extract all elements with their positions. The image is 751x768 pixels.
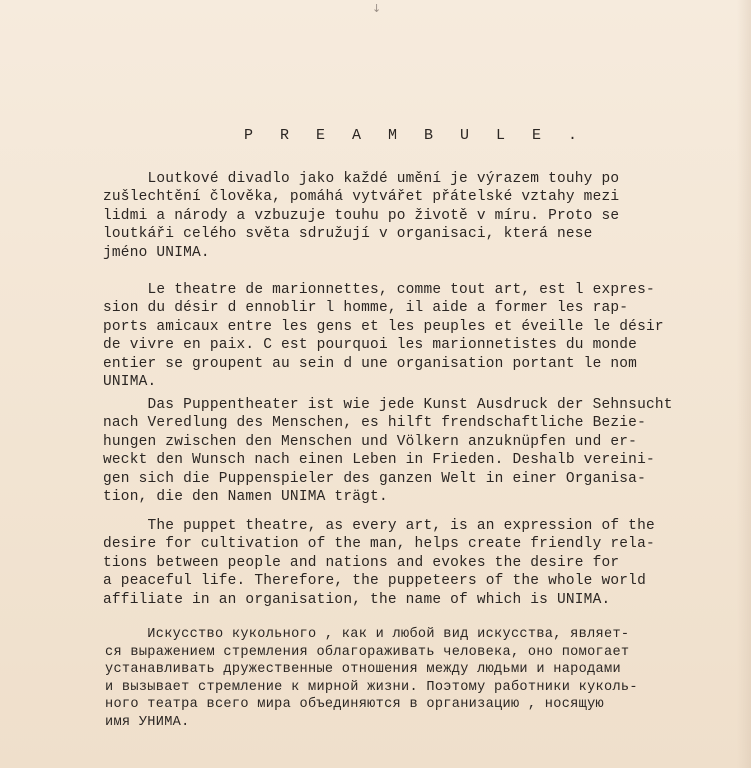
- text-line: The puppet theatre, as every art, is an expression of the: [103, 518, 655, 534]
- text-line: tions between people and nations and evokes the desire for: [103, 554, 620, 571]
- paragraph-english: [103, 517, 655, 609]
- text-line: sion du désir d ennoblir l homme, il aide a former les rap-: [103, 300, 629, 317]
- text-line: hungen zwischen den Menschen und Völkern anzuknüpfen und er-: [103, 433, 638, 450]
- text-line: Искусство кукольного , как и любой вид искусства, являет-: [105, 627, 630, 642]
- text-line: UNIMA.: [103, 373, 157, 390]
- text-line: entier se groupent au sein d une organisation portant le nom: [103, 355, 638, 372]
- text-line: и вызывает стремление к мирной жизни. Поэтому работники куколь-: [105, 679, 638, 695]
- paragraph-russian: [105, 626, 638, 732]
- page-title: P R E A M B U L E .: [244, 127, 587, 144]
- text-line: Le theatre de marionnettes, comme tout art, est l expres-: [103, 282, 655, 298]
- text-line: имя УНИМА.: [105, 714, 190, 730]
- text-line: tion, die den Namen UNIMA trägt.: [103, 488, 388, 505]
- paragraph-czech: [103, 170, 619, 262]
- text-line: loutkáři celého světa sdružují v organisaci, která nese: [103, 226, 593, 243]
- text-line: устанавливать дружественные отношения между людьми и народами: [105, 662, 621, 678]
- text-line: gen sich die Puppenspieler des ganzen Welt in einer Organisa-: [103, 470, 646, 487]
- text-line: zušlechtění člověka, pomáhá vytvářet přátelské vztahy mezi: [103, 189, 620, 206]
- text-line: desire for cultivation of the man, helps create friendly rela-: [103, 536, 655, 553]
- text-line: jméno UNIMA.: [103, 244, 210, 261]
- text-line: Das Puppentheater ist wie jede Kunst Ausdruck der Sehnsucht: [103, 397, 673, 413]
- text-line: ports amicaux entre les gens et les peuples et éveille le désir: [103, 318, 664, 335]
- text-line: a peaceful life. Therefore, the puppeteers of the whole world: [103, 573, 646, 590]
- paragraph-french: [103, 281, 664, 391]
- corner-mark: ↓: [372, 2, 382, 15]
- text-line: ного театра всего мира объединяются в организацию , носящую: [105, 697, 604, 713]
- text-line: nach Veredlung des Menschen, es hilft frendschaftliche Bezie-: [103, 415, 646, 432]
- text-line: Loutkové divadlo jako každé umění je výrazem touhy po: [103, 171, 620, 187]
- paragraph-german: [103, 396, 673, 506]
- text-line: affiliate in an organisation, the name of which is UNIMA.: [103, 591, 611, 608]
- text-line: weckt den Wunsch nach einen Leben in Frieden. Deshalb vereini-: [103, 452, 655, 469]
- text-line: lidmi a národy a vzbuzuje touhu po životě v míru. Proto se: [103, 207, 620, 224]
- text-line: ся выражением стремления облагораживать человека, оно помогает: [105, 644, 630, 660]
- text-line: de vivre en paix. C est pourquoi les marionnetistes du monde: [103, 337, 638, 354]
